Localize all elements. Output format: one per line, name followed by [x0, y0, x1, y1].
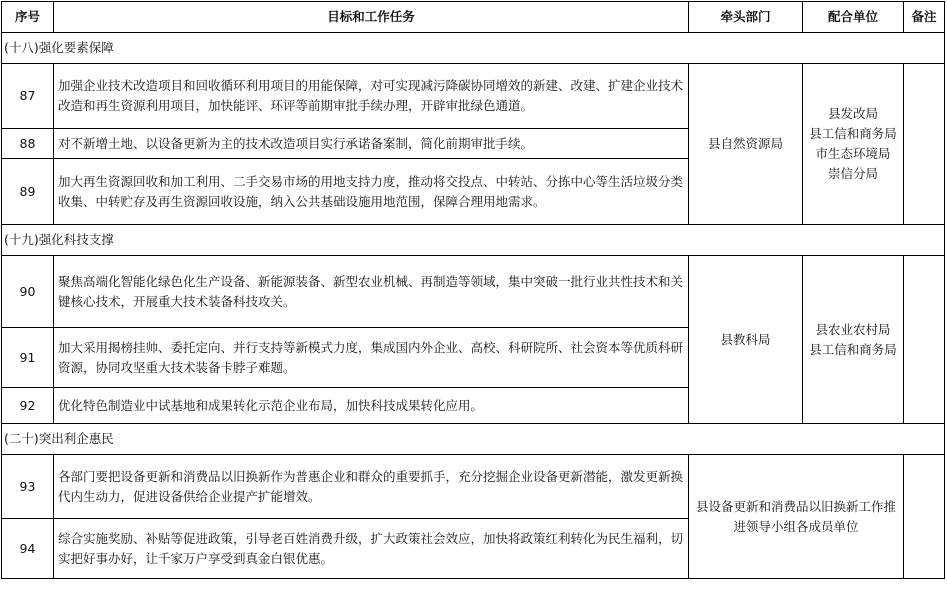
header-task: 目标和工作任务: [54, 2, 689, 33]
row-task: 加大采用揭榜挂帅、委托定向、并行支持等新模式力度，集成国内外企业、高校、科研院所、社会资本等优质科研资源，协同攻坚重大技术装备卡脖子难题。: [54, 328, 689, 388]
section-row: [2, 424, 945, 455]
co-unit: 县工信和商务局: [809, 341, 897, 357]
section-title: (十八)强化要素保障: [2, 33, 945, 64]
section-title: (二十)突出利企惠民: [2, 424, 945, 455]
row-task: 加大再生资源回收和加工利用、二手交易市场的用地支持力度，推动将交投点、中转站、分拣中心等生活垃圾分类收集、中转贮存及再生资源回收设施，纳入公共基础设施用地范围，保障合理用地需求。: [54, 159, 689, 225]
row-task: 对不新增土地、以设备更新为主的技术改造项目实行承诺备案制，简化前期审批手续。: [54, 129, 689, 159]
row-task: 加强企业技术改造项目和回收循环利用项目的用能保障，对可实现减污降碳协同增效的新建、改建、扩建企业技术改造和再生资源利用项目，加快能评、环评等前期审批手续办理，开辟审批绿色通道。: [54, 64, 689, 129]
co-unit: 县发改局: [827, 106, 878, 121]
note-cell: [904, 64, 945, 225]
co-unit: 市生态环境局: [815, 146, 891, 161]
lead-department: 县自然资源局: [689, 64, 803, 225]
header-lead: 牵头部门: [689, 2, 803, 33]
header-co: 配合单位: [803, 2, 904, 33]
header-note: 备注: [904, 2, 945, 33]
row-task: 聚焦高端化智能化绿色化生产设备、新能源装备、新型农业机械、再制造等领域，集中突破一批行业共性技术和关键核心技术，开展重大技术装备科技攻关。: [54, 256, 689, 328]
cooperating-units: [803, 256, 904, 424]
co-unit: 县农业农村局: [815, 321, 891, 337]
co-unit: 县工信和商务局: [809, 126, 897, 141]
row-task: 优化特色制造业中试基地和成果转化示范企业布局，加快科技成果转化应用。: [54, 388, 689, 424]
header-row: [2, 2, 945, 33]
row-number: 92: [2, 388, 54, 424]
row-number: 87: [2, 64, 54, 129]
row-number: 90: [2, 256, 54, 328]
note-cell: [904, 256, 945, 424]
table-row: [2, 64, 945, 129]
task-table: [1, 1, 945, 579]
lead-department: 县教科局: [689, 256, 803, 424]
table-row: [2, 256, 945, 328]
row-task: 综合实施奖励、补贴等促进政策，引导老百姓消费升级，扩大政策社会效应，加快将政策红利转化为民生福利，切实把好事办好，让千家万户享受到真金白银优惠。: [54, 519, 689, 579]
note-cell: [904, 455, 945, 579]
row-number: 89: [2, 159, 54, 225]
row-number: 88: [2, 129, 54, 159]
section-title: (十九)强化科技支撑: [2, 225, 945, 256]
table-row: [2, 455, 945, 519]
header-no: 序号: [2, 2, 54, 33]
co-unit: 崇信分局: [827, 166, 878, 181]
lead-department: 县设备更新和消费品以旧换新工作推进领导小组各成员单位: [689, 455, 904, 579]
section-row: [2, 33, 945, 64]
section-row: [2, 225, 945, 256]
cooperating-units: [803, 64, 904, 225]
row-number: 91: [2, 328, 54, 388]
row-number: 94: [2, 519, 54, 579]
row-task: 各部门要把设备更新和消费品以旧换新作为普惠企业和群众的重要抓手，充分挖掘企业设备更新潜能，激发更新换代内生动力，促进设备供给企业提产扩能增效。: [54, 455, 689, 519]
row-number: 93: [2, 455, 54, 519]
